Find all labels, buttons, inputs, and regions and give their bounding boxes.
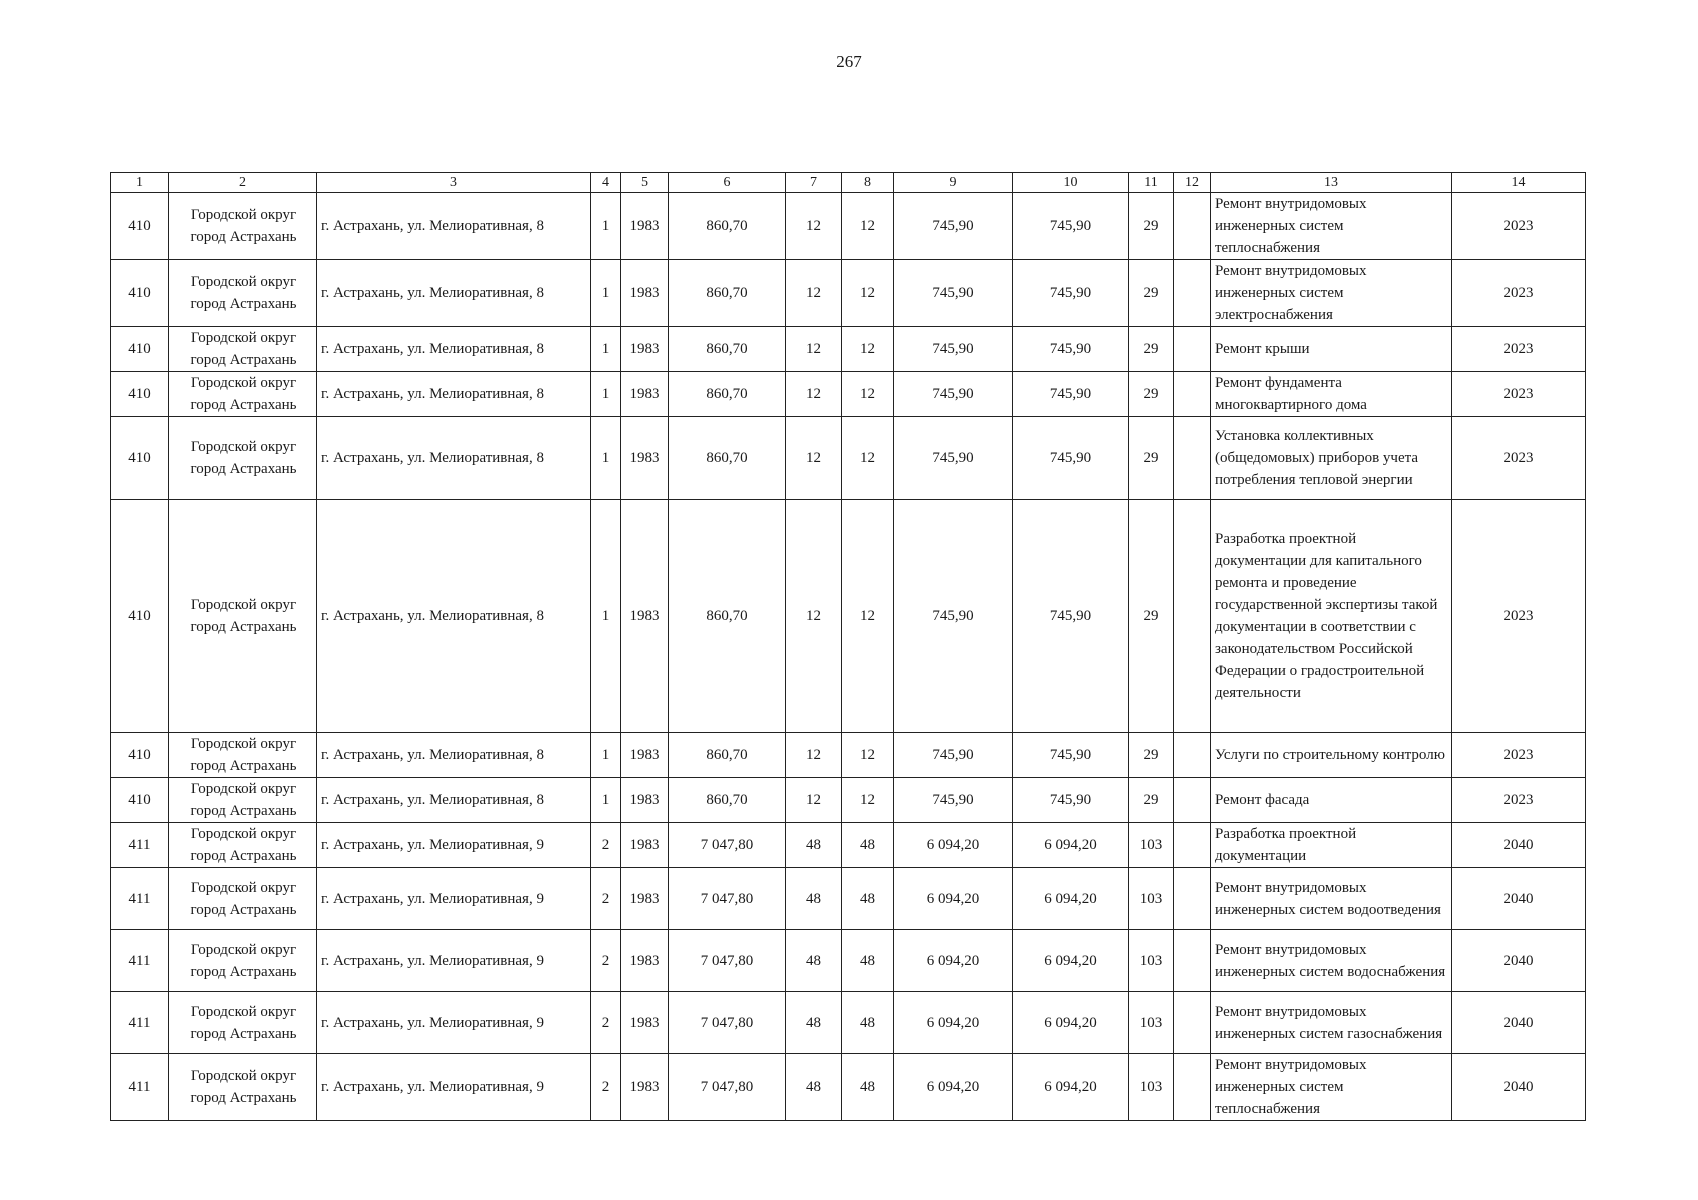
col-7-value-cell: 48 [786,992,842,1054]
col-12-value-cell [1174,260,1211,327]
col-9-area-cell: 745,90 [894,260,1013,327]
column-header-11: 11 [1129,173,1174,193]
col-9-area-cell: 745,90 [894,500,1013,733]
total-area-cell: 860,70 [669,327,786,372]
col-11-value-cell: 29 [1129,778,1174,823]
col-12-value-cell [1174,778,1211,823]
col-7-value-cell: 48 [786,930,842,992]
address-cell: г. Астрахань, ул. Мелиоративная, 8 [317,327,591,372]
col-9-area-cell: 745,90 [894,417,1013,500]
address-cell: г. Астрахань, ул. Мелиоративная, 9 [317,823,591,868]
table-row [111,500,1586,733]
col-10-area-cell: 745,90 [1013,500,1129,733]
col-4-value-cell: 2 [591,992,621,1054]
col-11-value-cell: 29 [1129,260,1174,327]
build-year-cell: 1983 [621,500,669,733]
col-11-value-cell: 29 [1129,372,1174,417]
col-12-value-cell [1174,500,1211,733]
build-year-cell: 1983 [621,193,669,260]
col-12-value-cell [1174,733,1211,778]
col-7-value-cell: 12 [786,260,842,327]
planned-year-cell: 2040 [1452,1054,1586,1121]
col-7-value-cell: 12 [786,778,842,823]
col-9-area-cell: 745,90 [894,193,1013,260]
col-8-value-cell: 48 [842,823,894,868]
col-8-value-cell: 12 [842,327,894,372]
municipality-cell: Городской округ город Астрахань [169,868,317,930]
col-7-value-cell: 12 [786,193,842,260]
planned-year-cell: 2040 [1452,868,1586,930]
col-10-area-cell: 6 094,20 [1013,868,1129,930]
col-10-area-cell: 745,90 [1013,372,1129,417]
build-year-cell: 1983 [621,733,669,778]
build-year-cell: 1983 [621,868,669,930]
municipality-cell: Городской округ город Астрахань [169,992,317,1054]
col-10-area-cell: 745,90 [1013,260,1129,327]
table-header [111,173,1586,193]
municipality-cell: Городской округ город Астрахань [169,823,317,868]
col-8-value-cell: 48 [842,868,894,930]
col-11-value-cell: 29 [1129,500,1174,733]
col-7-value-cell: 48 [786,868,842,930]
col-12-value-cell [1174,868,1211,930]
col-9-area-cell: 6 094,20 [894,868,1013,930]
build-year-cell: 1983 [621,260,669,327]
table-row [111,992,1586,1054]
planned-year-cell: 2023 [1452,733,1586,778]
municipality-cell: Городской округ город Астрахань [169,1054,317,1121]
build-year-cell: 1983 [621,1054,669,1121]
work-type-cell: Ремонт внутридомовых инженерных систем электроснабжения [1211,260,1452,327]
col-4-value-cell: 1 [591,417,621,500]
work-type-cell: Ремонт внутридомовых инженерных систем теплоснабжения [1211,193,1452,260]
row-number-cell: 410 [111,372,169,417]
col-8-value-cell: 12 [842,417,894,500]
row-number-cell: 411 [111,992,169,1054]
planned-year-cell: 2040 [1452,930,1586,992]
planned-year-cell: 2040 [1452,823,1586,868]
total-area-cell: 860,70 [669,260,786,327]
column-header-10: 10 [1013,173,1129,193]
column-header-8: 8 [842,173,894,193]
col-8-value-cell: 12 [842,733,894,778]
row-number-cell: 410 [111,500,169,733]
total-area-cell: 7 047,80 [669,992,786,1054]
total-area-cell: 7 047,80 [669,823,786,868]
column-header-2: 2 [169,173,317,193]
col-11-value-cell: 29 [1129,733,1174,778]
table-row [111,372,1586,417]
work-type-cell: Разработка проектной документации [1211,823,1452,868]
col-10-area-cell: 745,90 [1013,193,1129,260]
work-type-cell: Ремонт внутридомовых инженерных систем водоснабжения [1211,930,1452,992]
col-4-value-cell: 2 [591,1054,621,1121]
col-8-value-cell: 12 [842,778,894,823]
col-7-value-cell: 12 [786,372,842,417]
work-type-cell: Ремонт крыши [1211,327,1452,372]
work-type-cell: Ремонт внутридомовых инженерных систем теплоснабжения [1211,1054,1452,1121]
total-area-cell: 860,70 [669,500,786,733]
address-cell: г. Астрахань, ул. Мелиоративная, 9 [317,1054,591,1121]
col-8-value-cell: 48 [842,1054,894,1121]
column-header-7: 7 [786,173,842,193]
build-year-cell: 1983 [621,823,669,868]
col-9-area-cell: 745,90 [894,778,1013,823]
work-type-cell: Разработка проектной документации для капитального ремонта и проведение государственной экспертизы такой документации в соответствии с законодательством Российской Федерации о градостроительной деятельности [1211,500,1452,733]
col-4-value-cell: 1 [591,260,621,327]
table-row [111,868,1586,930]
total-area-cell: 860,70 [669,193,786,260]
address-cell: г. Астрахань, ул. Мелиоративная, 8 [317,733,591,778]
col-12-value-cell [1174,327,1211,372]
build-year-cell: 1983 [621,327,669,372]
col-7-value-cell: 12 [786,327,842,372]
col-9-area-cell: 6 094,20 [894,823,1013,868]
build-year-cell: 1983 [621,778,669,823]
col-12-value-cell [1174,372,1211,417]
table-row [111,930,1586,992]
col-10-area-cell: 745,90 [1013,327,1129,372]
total-area-cell: 7 047,80 [669,1054,786,1121]
municipality-cell: Городской округ город Астрахань [169,930,317,992]
row-number-cell: 410 [111,778,169,823]
col-4-value-cell: 1 [591,327,621,372]
column-header-1: 1 [111,173,169,193]
col-8-value-cell: 48 [842,930,894,992]
planned-year-cell: 2040 [1452,992,1586,1054]
table-row [111,778,1586,823]
municipality-cell: Городской округ город Астрахань [169,193,317,260]
row-number-cell: 411 [111,868,169,930]
col-4-value-cell: 1 [591,733,621,778]
col-12-value-cell [1174,992,1211,1054]
address-cell: г. Астрахань, ул. Мелиоративная, 9 [317,930,591,992]
col-10-area-cell: 6 094,20 [1013,992,1129,1054]
address-cell: г. Астрахань, ул. Мелиоративная, 9 [317,868,591,930]
row-number-cell: 410 [111,193,169,260]
column-header-12: 12 [1174,173,1211,193]
planned-year-cell: 2023 [1452,372,1586,417]
col-12-value-cell [1174,823,1211,868]
address-cell: г. Астрахань, ул. Мелиоративная, 8 [317,778,591,823]
build-year-cell: 1983 [621,417,669,500]
col-8-value-cell: 12 [842,500,894,733]
col-7-value-cell: 12 [786,417,842,500]
total-area-cell: 860,70 [669,733,786,778]
col-12-value-cell [1174,193,1211,260]
table-row [111,1054,1586,1121]
col-12-value-cell [1174,1054,1211,1121]
column-header-13: 13 [1211,173,1452,193]
col-10-area-cell: 745,90 [1013,417,1129,500]
address-cell: г. Астрахань, ул. Мелиоративная, 8 [317,417,591,500]
col-11-value-cell: 29 [1129,193,1174,260]
address-cell: г. Астрахань, ул. Мелиоративная, 8 [317,193,591,260]
col-4-value-cell: 1 [591,500,621,733]
planned-year-cell: 2023 [1452,327,1586,372]
build-year-cell: 1983 [621,930,669,992]
work-type-cell: Ремонт внутридомовых инженерных систем газоснабжения [1211,992,1452,1054]
municipality-cell: Городской округ город Астрахань [169,500,317,733]
address-cell: г. Астрахань, ул. Мелиоративная, 8 [317,500,591,733]
total-area-cell: 860,70 [669,372,786,417]
address-cell: г. Астрахань, ул. Мелиоративная, 8 [317,260,591,327]
planned-year-cell: 2023 [1452,260,1586,327]
column-header-14: 14 [1452,173,1586,193]
col-12-value-cell [1174,930,1211,992]
address-cell: г. Астрахань, ул. Мелиоративная, 8 [317,372,591,417]
col-11-value-cell: 103 [1129,930,1174,992]
col-11-value-cell: 103 [1129,823,1174,868]
total-area-cell: 860,70 [669,417,786,500]
col-4-value-cell: 2 [591,823,621,868]
col-10-area-cell: 6 094,20 [1013,1054,1129,1121]
build-year-cell: 1983 [621,372,669,417]
planned-year-cell: 2023 [1452,778,1586,823]
planned-year-cell: 2023 [1452,500,1586,733]
header-row [111,173,1586,193]
col-7-value-cell: 12 [786,733,842,778]
col-9-area-cell: 745,90 [894,327,1013,372]
col-9-area-cell: 745,90 [894,733,1013,778]
municipality-cell: Городской округ город Астрахань [169,733,317,778]
table-row [111,417,1586,500]
col-12-value-cell [1174,417,1211,500]
col-11-value-cell: 103 [1129,992,1174,1054]
municipality-cell: Городской округ город Астрахань [169,327,317,372]
col-10-area-cell: 745,90 [1013,733,1129,778]
col-10-area-cell: 6 094,20 [1013,823,1129,868]
table-body [111,193,1586,1121]
col-11-value-cell: 29 [1129,327,1174,372]
col-11-value-cell: 29 [1129,417,1174,500]
col-9-area-cell: 6 094,20 [894,992,1013,1054]
municipality-cell: Городской округ город Астрахань [169,417,317,500]
work-type-cell: Ремонт фундамента многоквартирного дома [1211,372,1452,417]
address-cell: г. Астрахань, ул. Мелиоративная, 9 [317,992,591,1054]
row-number-cell: 410 [111,417,169,500]
col-10-area-cell: 745,90 [1013,778,1129,823]
col-4-value-cell: 2 [591,868,621,930]
row-number-cell: 410 [111,327,169,372]
col-7-value-cell: 48 [786,823,842,868]
col-9-area-cell: 6 094,20 [894,1054,1013,1121]
total-area-cell: 7 047,80 [669,930,786,992]
row-number-cell: 411 [111,1054,169,1121]
col-8-value-cell: 12 [842,372,894,417]
column-header-3: 3 [317,173,591,193]
col-8-value-cell: 12 [842,193,894,260]
work-type-cell: Установка коллективных (общедомовых) приборов учета потребления тепловой энергии [1211,417,1452,500]
table-row [111,823,1586,868]
column-header-4: 4 [591,173,621,193]
row-number-cell: 410 [111,733,169,778]
planned-year-cell: 2023 [1452,417,1586,500]
row-number-cell: 411 [111,823,169,868]
col-7-value-cell: 48 [786,1054,842,1121]
col-8-value-cell: 48 [842,992,894,1054]
col-4-value-cell: 2 [591,930,621,992]
municipality-cell: Городской округ город Астрахань [169,372,317,417]
column-header-9: 9 [894,173,1013,193]
col-4-value-cell: 1 [591,778,621,823]
planned-year-cell: 2023 [1452,193,1586,260]
col-8-value-cell: 12 [842,260,894,327]
row-number-cell: 410 [111,260,169,327]
table-row [111,260,1586,327]
col-9-area-cell: 6 094,20 [894,930,1013,992]
col-10-area-cell: 6 094,20 [1013,930,1129,992]
work-type-cell: Ремонт внутридомовых инженерных систем водоотведения [1211,868,1452,930]
col-7-value-cell: 12 [786,500,842,733]
col-9-area-cell: 745,90 [894,372,1013,417]
column-header-5: 5 [621,173,669,193]
total-area-cell: 7 047,80 [669,868,786,930]
build-year-cell: 1983 [621,992,669,1054]
col-11-value-cell: 103 [1129,1054,1174,1121]
col-4-value-cell: 1 [591,193,621,260]
table-row [111,193,1586,260]
municipality-cell: Городской округ город Астрахань [169,778,317,823]
col-11-value-cell: 103 [1129,868,1174,930]
page-number: 267 [836,52,862,71]
table-row [111,327,1586,372]
table-row [111,733,1586,778]
housing-register-table [110,172,1586,1121]
row-number-cell: 411 [111,930,169,992]
total-area-cell: 860,70 [669,778,786,823]
municipality-cell: Городской округ город Астрахань [169,260,317,327]
work-type-cell: Ремонт фасада [1211,778,1452,823]
column-header-6: 6 [669,173,786,193]
col-4-value-cell: 1 [591,372,621,417]
work-type-cell: Услуги по строительному контролю [1211,733,1452,778]
